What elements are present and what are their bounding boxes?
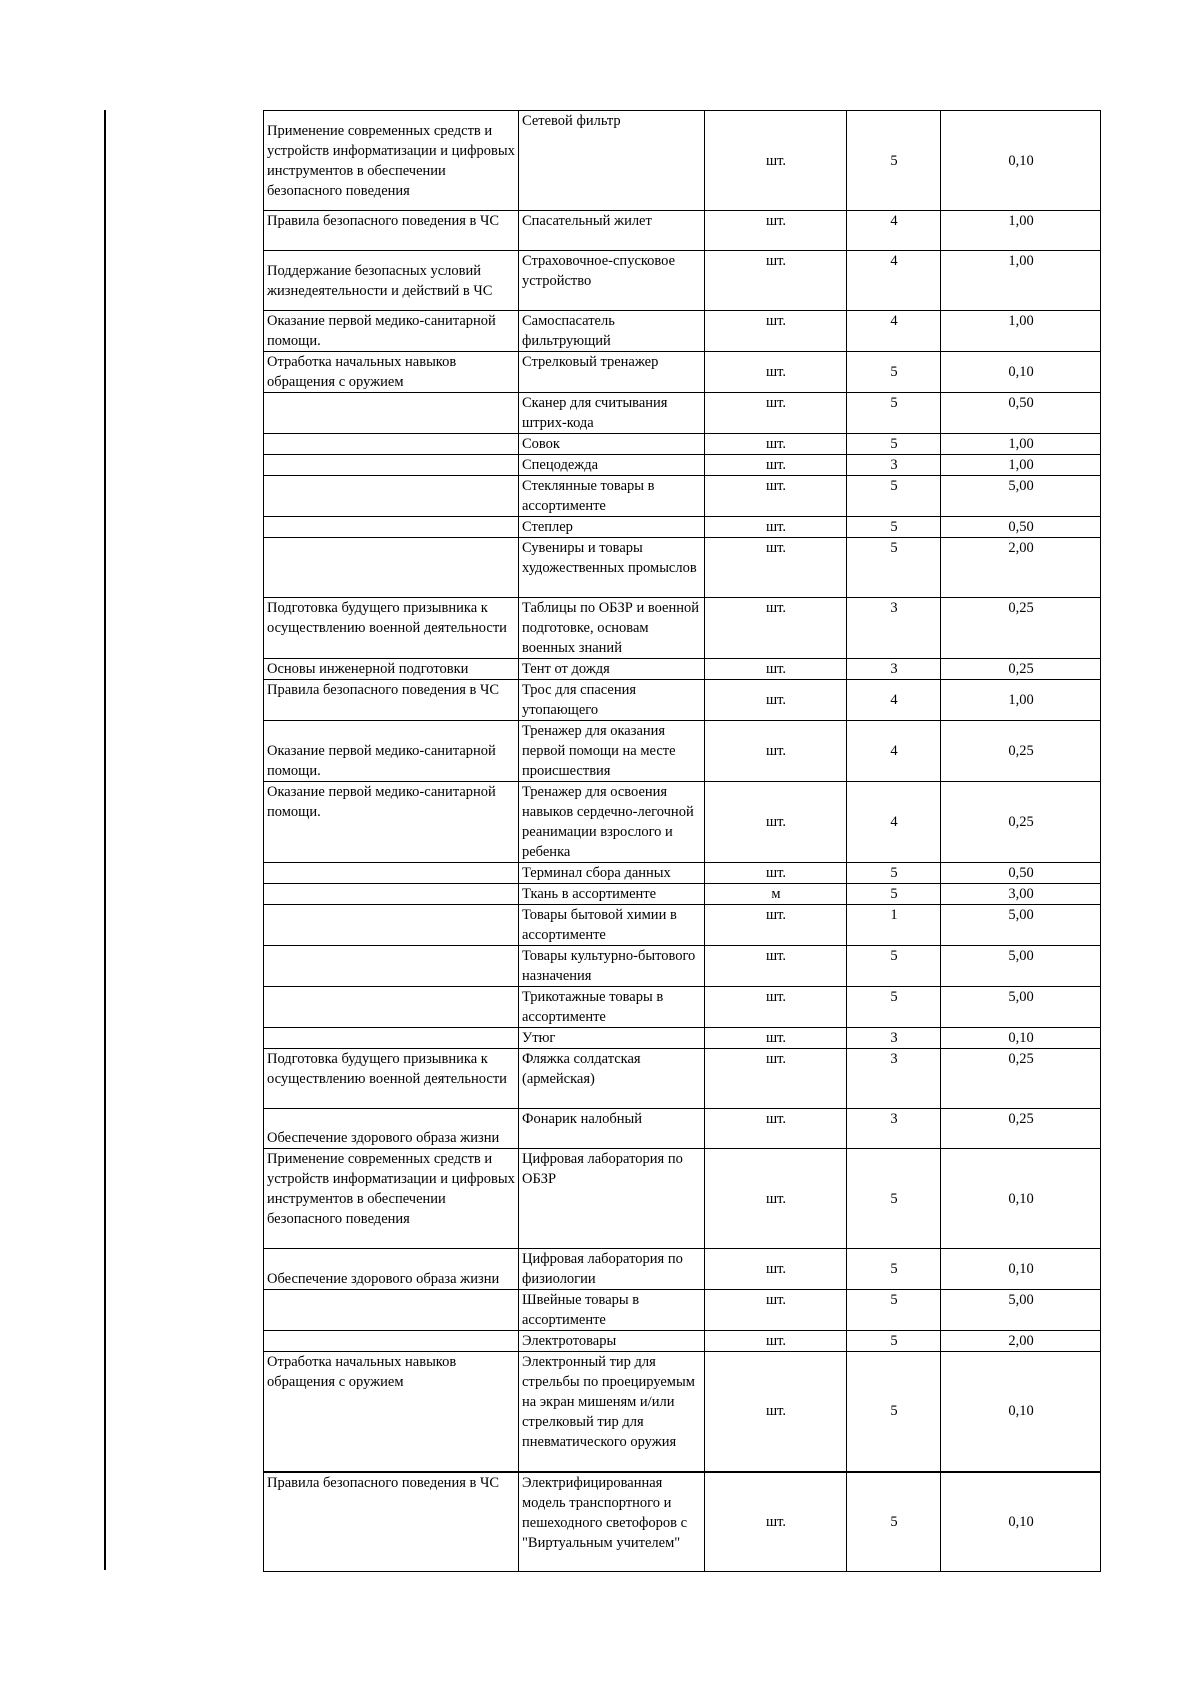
quantity-cell: 5 <box>847 517 941 538</box>
table-body <box>264 111 1101 1572</box>
activity-cell: Применение современных средств и устройств информатизации и цифровых инструментов в обеспечении безопасного поведения <box>264 111 519 211</box>
unit-cell: шт. <box>705 1149 847 1249</box>
activity-cell <box>264 538 519 598</box>
coefficient-cell: 5,00 <box>941 476 1101 517</box>
quantity-cell: 5 <box>847 884 941 905</box>
quantity-cell: 4 <box>847 782 941 863</box>
quantity-cell: 3 <box>847 1028 941 1049</box>
quantity-cell: 3 <box>847 598 941 659</box>
coefficient-cell: 2,00 <box>941 1331 1101 1352</box>
quantity-cell: 5 <box>847 434 941 455</box>
quantity-cell: 3 <box>847 659 941 680</box>
activity-cell: Подготовка будущего призывника к осуществлению военной деятельности <box>264 1049 519 1109</box>
table-row <box>264 782 1101 863</box>
item-cell: Цифровая лаборатория по ОБЗР <box>519 1149 705 1249</box>
item-cell: Сканер для считывания штрих-кода <box>519 393 705 434</box>
item-cell: Товары бытовой химии в ассортименте <box>519 905 705 946</box>
unit-cell: шт. <box>705 863 847 884</box>
quantity-cell: 5 <box>847 863 941 884</box>
quantity-cell: 1 <box>847 905 941 946</box>
coefficient-cell: 1,00 <box>941 251 1101 311</box>
quantity-cell: 4 <box>847 680 941 721</box>
item-cell: Электронный тир для стрельбы по проецируемым на экран мишеням и/или стрелковый тир для пневматического оружия <box>519 1352 705 1472</box>
unit-cell: шт. <box>705 211 847 251</box>
unit-cell: шт. <box>705 659 847 680</box>
unit-cell: шт. <box>705 1472 847 1572</box>
item-cell: Утюг <box>519 1028 705 1049</box>
item-cell: Страховочное-спусковое устройство <box>519 251 705 311</box>
item-cell: Терминал сбора данных <box>519 863 705 884</box>
activity-cell <box>264 455 519 476</box>
coefficient-cell: 3,00 <box>941 884 1101 905</box>
table-row <box>264 476 1101 517</box>
coefficient-cell: 1,00 <box>941 311 1101 352</box>
quantity-cell: 5 <box>847 1352 941 1472</box>
unit-cell: шт. <box>705 905 847 946</box>
activity-cell: Подготовка будущего призывника к осуществлению военной деятельности <box>264 598 519 659</box>
table-row <box>264 905 1101 946</box>
item-cell: Трикотажные товары в ассортименте <box>519 987 705 1028</box>
coefficient-cell: 0,25 <box>941 598 1101 659</box>
activity-cell: Основы инженерной подготовки <box>264 659 519 680</box>
coefficient-cell: 5,00 <box>941 946 1101 987</box>
unit-cell: шт. <box>705 598 847 659</box>
activity-cell: Оказание первой медико-санитарной помощи. <box>264 311 519 352</box>
item-cell: Степлер <box>519 517 705 538</box>
item-cell: Стрелковый тренажер <box>519 352 705 393</box>
unit-cell: шт. <box>705 721 847 782</box>
activity-cell <box>264 393 519 434</box>
coefficient-cell: 5,00 <box>941 905 1101 946</box>
activity-cell: Обеспечение здорового образа жизни <box>264 1249 519 1290</box>
equipment-table <box>263 110 1101 1572</box>
activity-cell: Правила безопасного поведения в ЧС <box>264 1472 519 1572</box>
item-cell: Товары культурно-бытового назначения <box>519 946 705 987</box>
item-cell: Тент от дождя <box>519 659 705 680</box>
quantity-cell: 5 <box>847 111 941 211</box>
item-cell: Тренажер для оказания первой помощи на месте происшествия <box>519 721 705 782</box>
table-row <box>264 721 1101 782</box>
unit-cell: шт. <box>705 111 847 211</box>
quantity-cell: 3 <box>847 1109 941 1149</box>
quantity-cell: 4 <box>847 721 941 782</box>
quantity-cell: 5 <box>847 987 941 1028</box>
item-cell: Стеклянные товары в ассортименте <box>519 476 705 517</box>
unit-cell: шт. <box>705 1331 847 1352</box>
item-cell: Электротовары <box>519 1331 705 1352</box>
activity-cell: Отработка начальных навыков обращения с оружием <box>264 352 519 393</box>
activity-cell: Отработка начальных навыков обращения с оружием <box>264 1352 519 1472</box>
unit-cell: шт. <box>705 1049 847 1109</box>
quantity-cell: 5 <box>847 1149 941 1249</box>
activity-cell <box>264 987 519 1028</box>
unit-cell: шт. <box>705 987 847 1028</box>
activity-cell <box>264 1028 519 1049</box>
activity-cell: Оказание первой медико-санитарной помощи. <box>264 782 519 863</box>
table-row <box>264 111 1101 211</box>
table-row <box>264 1049 1101 1109</box>
activity-cell: Оказание первой медико-санитарной помощи. <box>264 721 519 782</box>
coefficient-cell: 1,00 <box>941 455 1101 476</box>
unit-cell: шт. <box>705 1352 847 1472</box>
unit-cell: шт. <box>705 946 847 987</box>
unit-cell: шт. <box>705 352 847 393</box>
quantity-cell: 4 <box>847 211 941 251</box>
quantity-cell: 5 <box>847 1290 941 1331</box>
unit-cell: шт. <box>705 393 847 434</box>
activity-cell <box>264 1290 519 1331</box>
table-row <box>264 680 1101 721</box>
coefficient-cell: 1,00 <box>941 434 1101 455</box>
coefficient-cell: 0,10 <box>941 1028 1101 1049</box>
item-cell: Самоспасатель фильтрующий <box>519 311 705 352</box>
item-cell: Фонарик налобный <box>519 1109 705 1149</box>
unit-cell: шт. <box>705 434 847 455</box>
item-cell: Электрифицированная модель транспортного и пешеходного светофоров с "Виртуальным учителем" <box>519 1472 705 1572</box>
activity-cell <box>264 517 519 538</box>
table-row <box>264 434 1101 455</box>
quantity-cell: 5 <box>847 1472 941 1572</box>
table-row <box>264 863 1101 884</box>
coefficient-cell: 0,25 <box>941 659 1101 680</box>
coefficient-cell: 0,50 <box>941 863 1101 884</box>
table-row <box>264 659 1101 680</box>
table-row <box>264 1472 1101 1572</box>
left-margin-rule <box>104 110 106 1570</box>
item-cell: Таблицы по ОБЗР и военной подготовке, основам военных знаний <box>519 598 705 659</box>
coefficient-cell: 0,50 <box>941 517 1101 538</box>
activity-cell <box>264 1331 519 1352</box>
item-cell: Швейные товары в ассортименте <box>519 1290 705 1331</box>
coefficient-cell: 0,25 <box>941 1109 1101 1149</box>
quantity-cell: 5 <box>847 1331 941 1352</box>
table-row <box>264 211 1101 251</box>
activity-cell <box>264 884 519 905</box>
coefficient-cell: 1,00 <box>941 680 1101 721</box>
item-cell: Трос для спасения утопающего <box>519 680 705 721</box>
unit-cell: шт. <box>705 311 847 352</box>
table-row <box>264 455 1101 476</box>
table-row <box>264 517 1101 538</box>
unit-cell: шт. <box>705 1290 847 1331</box>
table-row <box>264 538 1101 598</box>
quantity-cell: 4 <box>847 311 941 352</box>
item-cell: Совок <box>519 434 705 455</box>
table-row <box>264 1249 1101 1290</box>
table-row <box>264 946 1101 987</box>
coefficient-cell: 2,00 <box>941 538 1101 598</box>
quantity-cell: 3 <box>847 1049 941 1109</box>
item-cell: Спасательный жилет <box>519 211 705 251</box>
activity-cell <box>264 863 519 884</box>
item-cell: Сувениры и товары художественных промыслов <box>519 538 705 598</box>
activity-cell <box>264 946 519 987</box>
table-row <box>264 393 1101 434</box>
unit-cell: шт. <box>705 1028 847 1049</box>
unit-cell: шт. <box>705 455 847 476</box>
coefficient-cell: 0,10 <box>941 1352 1101 1472</box>
unit-cell: м <box>705 884 847 905</box>
coefficient-cell: 0,10 <box>941 352 1101 393</box>
quantity-cell: 5 <box>847 352 941 393</box>
coefficient-cell: 1,00 <box>941 211 1101 251</box>
activity-cell: Поддержание безопасных условий жизнедеятельности и действий в ЧС <box>264 251 519 311</box>
table-row <box>264 884 1101 905</box>
table-row <box>264 311 1101 352</box>
coefficient-cell: 5,00 <box>941 987 1101 1028</box>
quantity-cell: 5 <box>847 1249 941 1290</box>
unit-cell: шт. <box>705 538 847 598</box>
unit-cell: шт. <box>705 251 847 311</box>
item-cell: Цифровая лаборатория по физиологии <box>519 1249 705 1290</box>
coefficient-cell: 0,10 <box>941 111 1101 211</box>
item-cell: Спецодежда <box>519 455 705 476</box>
activity-cell: Правила безопасного поведения в ЧС <box>264 680 519 721</box>
table-row <box>264 1352 1101 1472</box>
activity-cell <box>264 476 519 517</box>
quantity-cell: 5 <box>847 393 941 434</box>
item-cell: Фляжка солдатская (армейская) <box>519 1049 705 1109</box>
activity-cell: Применение современных средств и устройств информатизации и цифровых инструментов в обеспечении безопасного поведения <box>264 1149 519 1249</box>
table-row <box>264 987 1101 1028</box>
activity-cell <box>264 434 519 455</box>
quantity-cell: 5 <box>847 476 941 517</box>
coefficient-cell: 0,10 <box>941 1149 1101 1249</box>
unit-cell: шт. <box>705 1249 847 1290</box>
item-cell: Сетевой фильтр <box>519 111 705 211</box>
unit-cell: шт. <box>705 476 847 517</box>
quantity-cell: 5 <box>847 538 941 598</box>
item-cell: Ткань в ассортименте <box>519 884 705 905</box>
coefficient-cell: 0,25 <box>941 1049 1101 1109</box>
quantity-cell: 4 <box>847 251 941 311</box>
coefficient-cell: 0,50 <box>941 393 1101 434</box>
coefficient-cell: 0,25 <box>941 721 1101 782</box>
activity-cell: Обеспечение здорового образа жизни <box>264 1109 519 1149</box>
coefficient-cell: 5,00 <box>941 1290 1101 1331</box>
table-row <box>264 1331 1101 1352</box>
table-row <box>264 352 1101 393</box>
unit-cell: шт. <box>705 680 847 721</box>
table-row <box>264 1149 1101 1249</box>
table-row <box>264 251 1101 311</box>
table-row <box>264 598 1101 659</box>
activity-cell <box>264 905 519 946</box>
table-row <box>264 1290 1101 1331</box>
table-row <box>264 1028 1101 1049</box>
activity-cell: Правила безопасного поведения в ЧС <box>264 211 519 251</box>
unit-cell: шт. <box>705 1109 847 1149</box>
quantity-cell: 3 <box>847 455 941 476</box>
item-cell: Тренажер для освоения навыков сердечно-легочной реанимации взрослого и ребенка <box>519 782 705 863</box>
unit-cell: шт. <box>705 517 847 538</box>
table-row <box>264 1109 1101 1149</box>
coefficient-cell: 0,10 <box>941 1249 1101 1290</box>
quantity-cell: 5 <box>847 946 941 987</box>
coefficient-cell: 0,10 <box>941 1472 1101 1572</box>
coefficient-cell: 0,25 <box>941 782 1101 863</box>
unit-cell: шт. <box>705 782 847 863</box>
